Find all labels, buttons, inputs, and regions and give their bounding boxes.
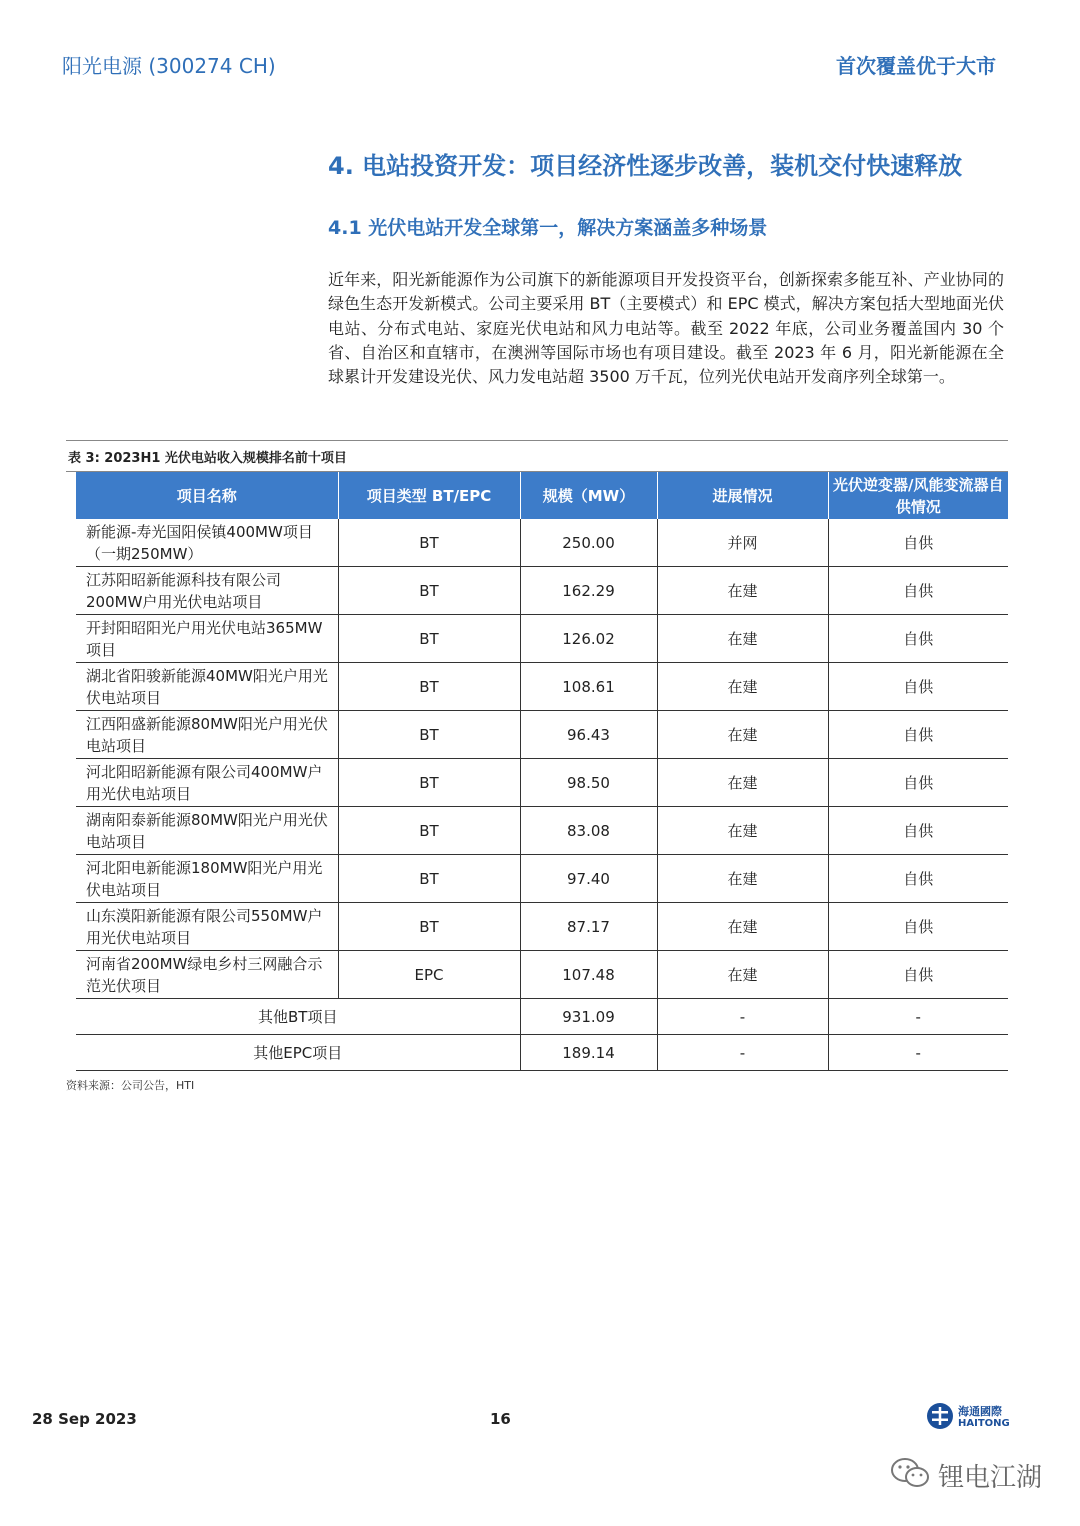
cell-supply: 自供: [828, 615, 1008, 663]
cell-supply: -: [828, 999, 1008, 1035]
header-rating: 首次覆盖优于大市: [836, 54, 996, 78]
cell-status: -: [657, 1035, 828, 1071]
cell-type: BT: [338, 615, 520, 663]
cell-status: 在建: [657, 855, 828, 903]
cell-supply: 自供: [828, 855, 1008, 903]
cell-other-name: 其他BT项目: [76, 999, 520, 1035]
cell-type: BT: [338, 711, 520, 759]
table-source: 资料来源：公司公告，HTI: [66, 1079, 195, 1092]
header-project-name: 项目名称: [76, 472, 338, 519]
cell-status: 在建: [657, 807, 828, 855]
cell-scale: 97.40: [520, 855, 657, 903]
table-row: [76, 903, 1008, 951]
cell-supply: 自供: [828, 663, 1008, 711]
cell-name: 开封阳昭阳光户用光伏电站365MW项目: [76, 615, 338, 663]
cell-type: BT: [338, 903, 520, 951]
cell-type: EPC: [338, 951, 520, 999]
cell-name: 湖南阳泰新能源80MW阳光户用光伏电站项目: [76, 807, 338, 855]
logo-en: HAITONG: [958, 1418, 1010, 1429]
cell-name: 山东漠阳新能源有限公司550MW户用光伏电站项目: [76, 903, 338, 951]
cell-supply: -: [828, 1035, 1008, 1071]
cell-type: BT: [338, 567, 520, 615]
cell-status: -: [657, 999, 828, 1035]
cell-name: 湖北省阳骏新能源40MW阳光户用光伏电站项目: [76, 663, 338, 711]
table-row-other: [76, 999, 1008, 1035]
project-table: [76, 472, 1008, 1071]
cell-scale: 189.14: [520, 1035, 657, 1071]
cell-scale: 107.48: [520, 951, 657, 999]
cell-type: BT: [338, 807, 520, 855]
cell-scale: 87.17: [520, 903, 657, 951]
header-status: 进展情况: [657, 472, 828, 519]
cell-supply: 自供: [828, 903, 1008, 951]
cell-supply: 自供: [828, 711, 1008, 759]
header-project-type: 项目类型 BT/EPC: [338, 472, 520, 519]
cell-scale: 250.00: [520, 519, 657, 567]
haitong-logo: [926, 1402, 1010, 1434]
cell-name: 河北阳电新能源180MW阳光户用光伏电站项目: [76, 855, 338, 903]
table-row: [76, 519, 1008, 567]
cell-status: 并网: [657, 519, 828, 567]
haitong-logo-text: [958, 1406, 1010, 1430]
cell-name: 河北阳昭新能源有限公司400MW户用光伏电站项目: [76, 759, 338, 807]
table-row-other: [76, 1035, 1008, 1071]
cell-type: BT: [338, 759, 520, 807]
cell-status: 在建: [657, 951, 828, 999]
page-number: 16: [490, 1410, 511, 1428]
cell-type: BT: [338, 519, 520, 567]
table-caption: 表 3: 2023H1 光伏电站收入规模排名前十项目: [68, 451, 347, 466]
footer-date: 28 Sep 2023: [32, 1410, 137, 1428]
cell-type: BT: [338, 855, 520, 903]
cell-scale: 83.08: [520, 807, 657, 855]
header-supply: 光伏逆变器/风能变流器自供情况: [828, 472, 1008, 519]
haitong-logo-icon: [926, 1402, 954, 1434]
cell-scale: 108.61: [520, 663, 657, 711]
cell-name: 江西阳盛新能源80MW阳光户用光伏电站项目: [76, 711, 338, 759]
cell-name: 江苏阳昭新能源科技有限公司200MW户用光伏电站项目: [76, 567, 338, 615]
table-row: [76, 807, 1008, 855]
wechat-icon: [890, 1456, 930, 1494]
cell-supply: 自供: [828, 807, 1008, 855]
table-row: [76, 615, 1008, 663]
cell-supply: 自供: [828, 759, 1008, 807]
header-company: 阳光电源 (300274 CH): [62, 54, 276, 78]
watermark: [890, 1456, 1042, 1494]
table-row: [76, 855, 1008, 903]
cell-status: 在建: [657, 663, 828, 711]
body-paragraph: 近年来，阳光新能源作为公司旗下的新能源项目开发投资平台，创新探索多能互补、产业协同的绿色生态开发新模式。公司主要采用 BT（主要模式）和 EPC 模式，解决方案包括大型地面光伏电站、分布式电站、家庭光伏电站和风力电站等。截至 2022 年底，公司业务覆盖国内 30 个省、自治区和直辖市，在澳洲等国际市场也有项目建设。截至 2023 年 6 月，阳光新能源在全球累计开发建设光伏、风力发电站超 3500 万千瓦，位列光伏电站开发商序列全球第一。: [328, 270, 1004, 387]
header-scale: 规模（MW）: [520, 472, 657, 519]
cell-scale: 931.09: [520, 999, 657, 1035]
cell-scale: 126.02: [520, 615, 657, 663]
cell-status: 在建: [657, 759, 828, 807]
section-subtitle: 4.1 光伏电站开发全球第一，解决方案涵盖多种场景: [328, 217, 768, 239]
watermark-text: 锂电江湖: [938, 1462, 1043, 1493]
cell-supply: 自供: [828, 519, 1008, 567]
cell-status: 在建: [657, 615, 828, 663]
cell-status: 在建: [657, 567, 828, 615]
section-title: 4. 电站投资开发：项目经济性逐步改善，装机交付快速释放: [328, 152, 963, 180]
cell-status: 在建: [657, 903, 828, 951]
cell-scale: 96.43: [520, 711, 657, 759]
table-caption-bar: [66, 440, 1008, 472]
table-row: [76, 663, 1008, 711]
cell-type: BT: [338, 663, 520, 711]
cell-scale: 162.29: [520, 567, 657, 615]
cell-status: 在建: [657, 711, 828, 759]
logo-cn: 海通國際: [958, 1405, 1002, 1418]
table-row: [76, 951, 1008, 999]
table-row: [76, 567, 1008, 615]
table-row: [76, 711, 1008, 759]
table-header-row: [76, 472, 1008, 519]
cell-scale: 98.50: [520, 759, 657, 807]
cell-supply: 自供: [828, 567, 1008, 615]
cell-other-name: 其他EPC项目: [76, 1035, 520, 1071]
table-row: [76, 759, 1008, 807]
cell-name: 新能源-寿光国阳侯镇400MW项目（一期250MW）: [76, 519, 338, 567]
cell-supply: 自供: [828, 951, 1008, 999]
cell-name: 河南省200MW绿电乡村三网融合示范光伏项目: [76, 951, 338, 999]
